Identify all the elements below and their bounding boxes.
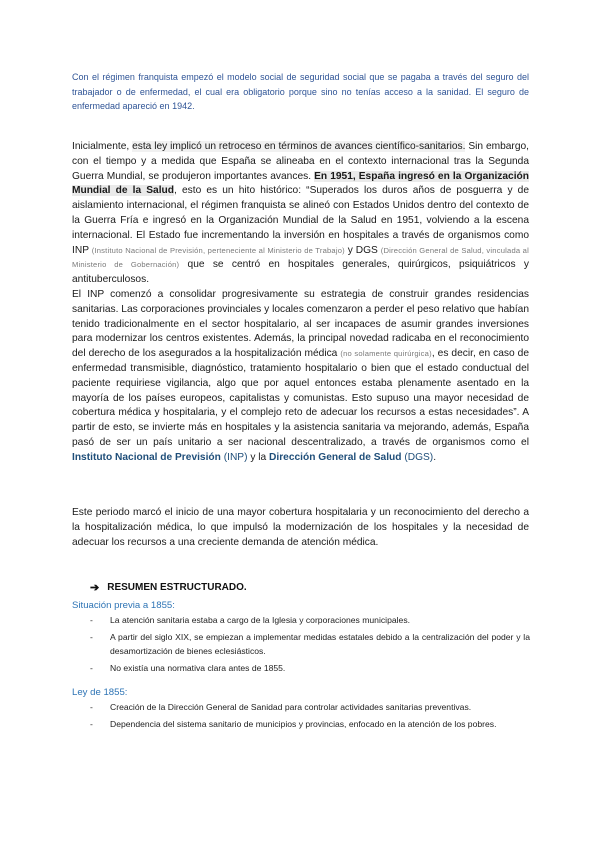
summary-title: RESUMEN ESTRUCTURADO.	[107, 582, 247, 593]
list-item-text: La atención sanitaria estaba a cargo de la Iglesia y corporaciones municipales.	[110, 615, 411, 625]
p1-dgs-abbr: (DGS)	[401, 451, 434, 463]
p1-text-5: , esto es un hito histórico: “Superados los duros años de posguerra y de aislamiento internacional, el régimen franquista se alineó con Estados Unidos dentro del contexto de la Guerra Fría e ingresó en la Organización Mundial de la Salud en 1951, volviendo a la escena internacional. El Estado fue incrementando la inversión en hospitales a través de organismos como INP	[72, 185, 529, 256]
p1-text-10: El INP comenzó a consolidar progresivamente su estrategia de construir grandes residencias sanitarias. Las corporaciones provinciales y locales comenzaron a perder el peso relativo que habían tenido tradicionalmente en el sector hospitalario, al ser incapaces de asumir grandes inversiones para modernizar los centros existentes. Además, la principal novedad radicaba en el reconocimiento del derecho de los asegurados a la hospitalización médica	[72, 288, 529, 360]
list-item-text: Dependencia del sistema sanitario de municipios y provincias, enfocado en la atención de los pobres.	[110, 719, 497, 730]
intro-paragraph: Con el régimen franquista empezó el modelo social de seguridad social que se pagaba a través del seguro del trabajador o de enfermedad, el cual era obligatorio porque sino no tenías acceso a la sanidad. El seguro de enfermedad apareció en 1942.	[72, 72, 529, 112]
p1-inp-abbr: (INP)	[220, 451, 248, 463]
list-situacion	[90, 614, 530, 679]
dash-icon: -	[90, 719, 93, 730]
list-item	[90, 631, 530, 658]
p1-note-inp: (Instituto Nacional de Previsión, perteneciente al Ministerio de Trabajo)	[91, 245, 345, 255]
p1-highlight-1: esta ley implicó un retroceso en términos de avances científico-sanitarios.	[132, 141, 466, 152]
list-ley-1855	[90, 701, 530, 736]
list-item	[90, 662, 530, 675]
dash-icon: -	[90, 632, 93, 643]
list-item-text: Creación de la Dirección General de Sanidad para controlar actividades sanitarias preventivas.	[110, 702, 472, 712]
p1-dgs-name: Dirección General de Salud	[269, 451, 402, 463]
summary-heading	[90, 581, 247, 594]
dash-icon: -	[90, 662, 93, 673]
p1-text-15: y la	[247, 451, 270, 463]
list-item-text: A partir del siglo XIX, se empiezan a implementar medidas estatales debido a la centralización del poder y la desamortización de bienes eclesiásticos.	[110, 632, 530, 656]
p1-text-18: .	[433, 451, 437, 463]
p1-note-quirurgica: (no solamente quirúrgica)	[340, 349, 432, 359]
p1-text-12: , es decir, en caso de enfermedad transmisible, diagnóstico, tratamiento hospitalario o bien que el estado conductual del paciente requiriese vigilancia, algo que por aquel entonces estaba plenamente asentado en la mayoría de los países europeos, capitalistas y comunistas. Esto supuso una mayor necesidad de cobertura médica y hospitalaria, y el complejo reto de adecuar los recursos a estas necesidades”. A partir de esto, se invierte más en hospitales y la asistencia sanitaria va mejorando, además, España pasó de ser un país unitario a ser nacional descentralizado, a través de organismos como el	[72, 348, 529, 448]
dash-icon: -	[90, 702, 93, 712]
dash-icon: -	[90, 615, 93, 625]
p1-text-7: y DGS	[344, 244, 381, 256]
list-item	[90, 718, 530, 731]
list-item-text: No existía una normativa clara antes de 1855.	[110, 662, 286, 673]
p1-text-3: Sin embargo, con el tiempo y a medida que España se alineaba en el contexto internacional tras la Segunda Guerra Mundial, se produjeron importantes avances.	[72, 141, 529, 182]
section-title-ley-1855: Ley de 1855:	[72, 687, 128, 698]
arrow-icon: ➔	[90, 582, 100, 594]
section-title-situacion: Situación previa a 1855:	[72, 600, 175, 611]
p1-inp-name: Instituto Nacional de Previsión	[72, 451, 221, 463]
p1-text-1: Inicialmente,	[72, 141, 133, 152]
p1-text-9: que se centró en hospitales generales, quirúrgicos, psiquiátricos y antituberculosos.	[72, 259, 529, 286]
list-item	[90, 614, 530, 627]
main-paragraph	[72, 140, 529, 466]
p1-bold-who: En 1951, España ingresó en la Organización Mundial de la Salud	[72, 170, 529, 197]
p1-note-dgs: (Dirección General de Salud, vinculada al Ministerio de Gobernación)	[72, 245, 529, 270]
conclusion-paragraph: Este periodo marcó el inicio de una mayor cobertura hospitalaria y un reconocimiento del derecho a la hospitalización médica, lo que impulsó la modernización de los hospitales y la necesidad de adecuar los recursos a una creciente demanda de atención médica.	[72, 507, 529, 548]
list-item	[90, 701, 530, 714]
